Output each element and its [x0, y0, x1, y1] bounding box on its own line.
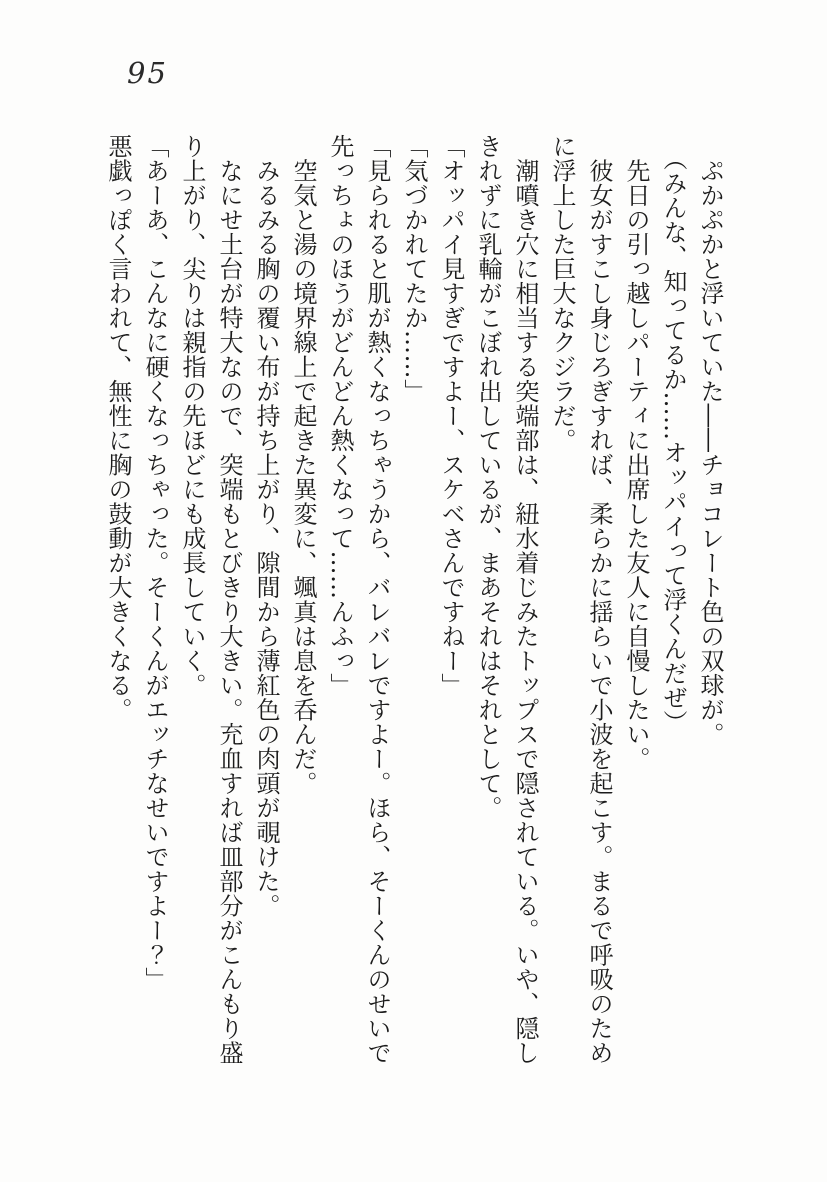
- text-line: きれずに乳輪がこぼれ出しているが、まあそれはそれとして。: [474, 134, 502, 820]
- text-line: 「あーあ、こんなに硬くなっちゃった。そーくんがエッチなせいですよー？」: [141, 134, 169, 992]
- page-number: 95: [127, 56, 168, 90]
- text-line: 悪戯っぽく言われて、無性に胸の鼓動が大きくなる。: [104, 134, 132, 722]
- text-line: 「見られると肌が熱くなっちゃうから、バレバレですよー。ほら、そーくんのせいで: [363, 134, 391, 1065]
- text-line: 先日の引っ越しパーティに出席した友人に自慢したい。: [622, 134, 650, 771]
- text-line: に浮上した巨大なクジラだ。: [548, 134, 576, 453]
- text-line: 潮噴き穴に相当する突端部は、紐水着じみたトップスで隠されている。いや、隠し: [511, 134, 539, 1065]
- text-line: 「気づかれてたか……」: [400, 134, 428, 404]
- text-line: 空気と湯の境界線上で起きた異変に、颯真は息を呑んだ。: [289, 134, 317, 796]
- text-line: り上がり、尖りは親指の先ほどにも成長していく。: [178, 134, 206, 698]
- vertical-text-block: [99, 134, 728, 1094]
- text-line: （みんな、知ってるか……オッパイって浮くんだぜ）: [659, 134, 687, 735]
- text-line: みるみる胸の覆い布が持ち上がり、隙間から薄紅色の肉頭が覗けた。: [252, 134, 280, 918]
- text-line: 彼女がすこし身じろぎすれば、柔らかに揺らいで小波を起こす。まるで呼吸のため: [585, 134, 613, 1065]
- text-line: 先っちょのほうがどんどん熱くなって……んふっ」: [326, 134, 354, 698]
- text-line: なにせ土台が特大なので、突端もとびきり大きい。充血すれば皿部分がこんもり盛: [215, 134, 243, 1065]
- text-line: 「オッパイ見すぎですよー、スケベさんですねー」: [437, 134, 465, 698]
- text-line: ぷかぷかと浮いていた――チョコレート色の双球が。: [696, 134, 724, 747]
